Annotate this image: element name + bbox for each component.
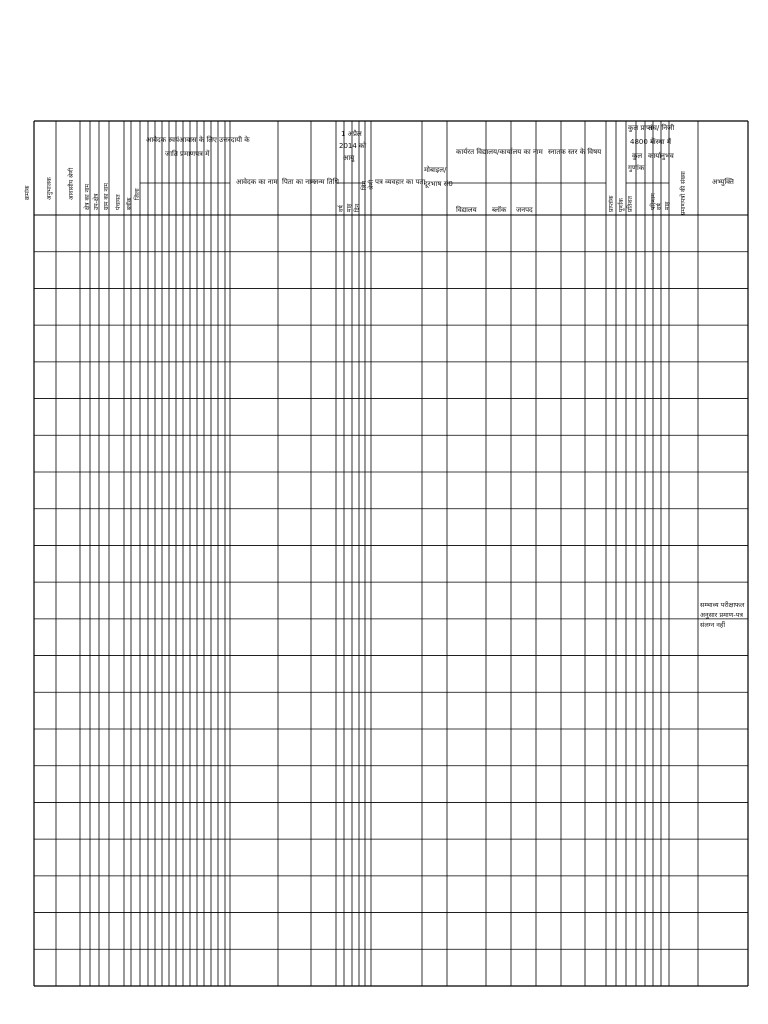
header-mobile-2: दूरभाष सं0: [424, 180, 453, 188]
header-sub-f: ब्लॉक: [126, 197, 133, 210]
header-age-1: 1 अप्रैल: [341, 130, 362, 138]
header-marks-b: पूर्णांक: [618, 198, 625, 212]
header-applicant-name: आवेदक का नाम: [236, 178, 278, 186]
header-score-2: 4800 में: [630, 138, 655, 146]
header-sub-e: पंचायत: [115, 194, 122, 210]
header-exp-a: वर्ष: [656, 203, 663, 210]
header-sub-c: उप-क्षेत्र: [93, 193, 100, 210]
header-age-b: माह: [346, 203, 353, 212]
header-address: पत्र व्यवहार का पता: [375, 178, 426, 186]
header-score-4: गुणांक: [628, 164, 645, 172]
header-sub-d: ग्राम का नाम: [103, 183, 110, 210]
header-age-2: 2014 को: [339, 142, 367, 150]
header-education-group: आवेदक स्वयंआवास के लिए उत्तरदायी के: [146, 136, 250, 144]
header-serial: क्रमांक: [24, 185, 31, 200]
header-subject-group: स्नातक स्तर के विषय: [548, 148, 602, 156]
header-remarks: अभ्युक्ति: [712, 178, 734, 186]
header-sub-g: जिला: [134, 188, 141, 200]
header-category: श्रेणी: [368, 179, 375, 190]
header-age-c: दिन: [354, 203, 361, 212]
header-certificate-count: प्रमाणपत्रों की संख्या: [680, 171, 687, 215]
header-sub-a: आवासीय श्रेणी: [68, 167, 75, 200]
header-exam-2: संस्था में: [651, 138, 672, 146]
header-exam-1: संघ/ निजी: [648, 124, 675, 132]
header-office-group: कार्यरत विद्यालय/कार्यालय का नाम: [456, 148, 543, 156]
header-mobile-1: मोबाइल/: [424, 166, 447, 174]
header-education-group-2: जाति प्रमाणपत्र में: [165, 150, 210, 158]
header-subdivision: अनुभाजक: [46, 177, 53, 200]
header-dob: जन्म तिथि: [313, 178, 339, 186]
header-father-name: पिता का नाम: [282, 178, 316, 186]
header-block: ब्लॉक: [492, 206, 507, 214]
header-marks-a: प्राप्तांक: [608, 195, 615, 212]
header-marks-c: प्रतिशत: [627, 196, 634, 212]
header-sub-b: क्षेत्र का नाम: [84, 183, 91, 210]
header-score-3: कुल: [632, 152, 643, 160]
header-age-3: आयु: [343, 154, 355, 162]
header-school: विद्यालय: [456, 206, 477, 214]
header-exp-b: माह: [664, 201, 671, 210]
header-result: परिणाम: [650, 193, 657, 210]
header-exam-3: कार्यानुभव: [648, 152, 674, 160]
header-gender: लिंग: [361, 180, 368, 190]
row-note: सम्भाव्य परीक्षाफल अनुसार प्रमाण-पत्र संलग्न नहीं: [700, 601, 745, 629]
header-score-1: कुल प्राप्त: [628, 124, 653, 132]
header-age-a: वर्ष: [338, 205, 345, 212]
header-district: जनपद: [516, 206, 533, 214]
